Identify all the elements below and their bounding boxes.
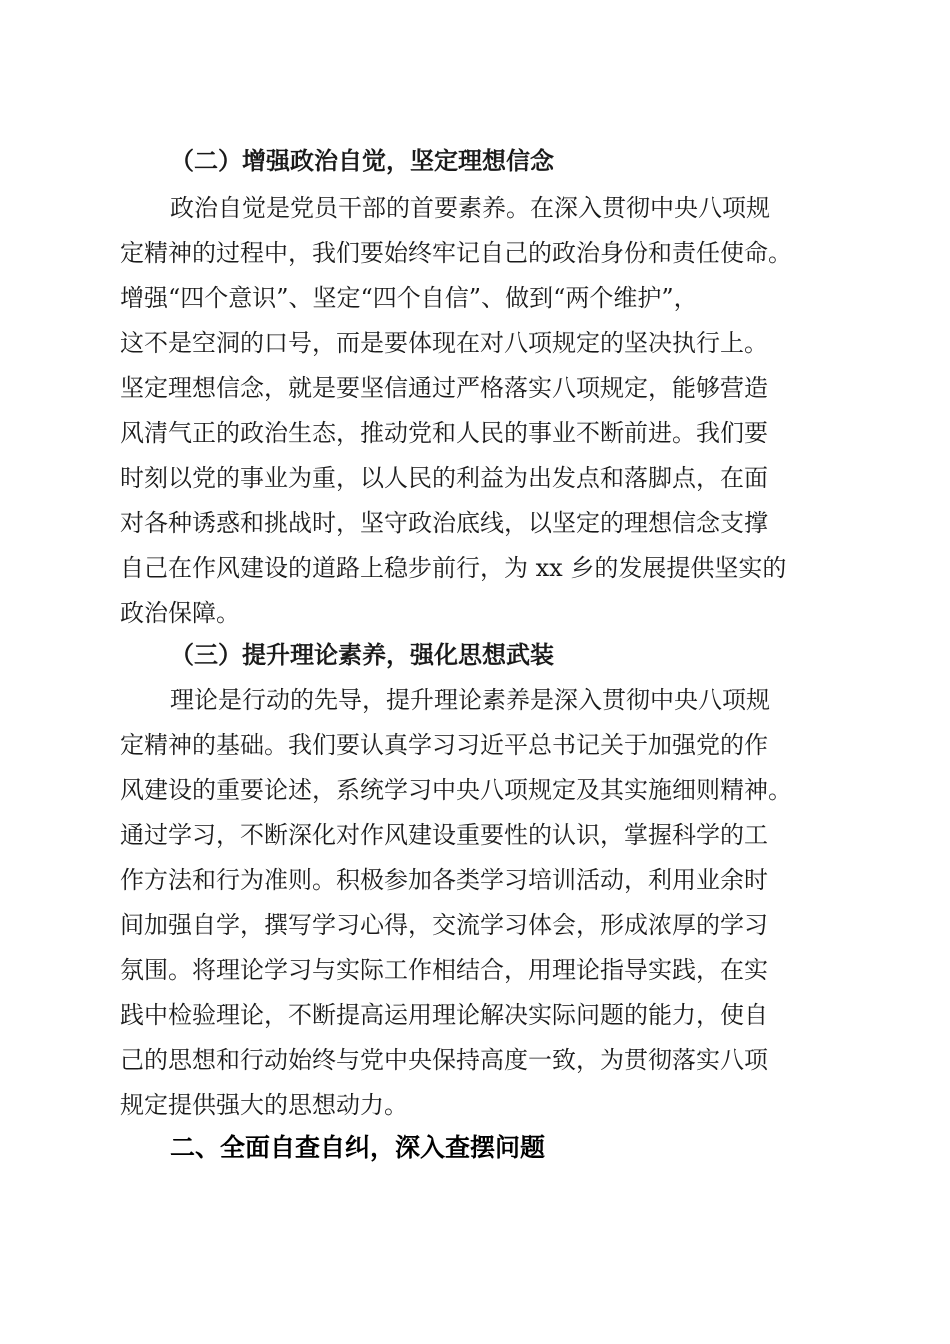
- paragraph-line: 坚定理想信念，就是要坚信通过严格落实八项规定，能够营造: [120, 374, 768, 402]
- paragraph-line: 风清气正的政治生态，推动党和人民的事业不断前进。我们要: [120, 419, 768, 447]
- paragraph-line: 政治自觉是党员干部的首要素养。在深入贯彻中央八项规: [170, 194, 770, 222]
- section-heading-3: （三）提升理论素养，强化思想武装: [170, 640, 554, 669]
- paragraph-line: 自己在作风建设的道路上稳步前行，为 xx 乡的发展提供坚实的: [120, 554, 787, 582]
- paragraph-line: 作方法和行为准则。积极参加各类学习培训活动，利用业余时: [120, 866, 768, 894]
- paragraph-line: 通过学习，不断深化对作风建设重要性的认识，掌握科学的工: [120, 821, 768, 849]
- paragraph-line: 间加强自学，撰写学习心得，交流学习体会，形成浓厚的学习: [120, 911, 768, 939]
- section-heading-2: （二）增强政治自觉，坚定理想信念: [170, 146, 554, 175]
- paragraph-line: 时刻以党的事业为重，以人民的利益为出发点和落脚点，在面: [120, 464, 768, 492]
- part-two-heading: 二、全面自查自纠，深入查摆问题: [170, 1133, 546, 1162]
- paragraph-line: 这不是空洞的口号，而是要体现在对八项规定的坚决执行上。: [120, 329, 768, 357]
- paragraph-line: 对各种诱惑和挑战时，坚守政治底线，以坚定的理想信念支撑: [120, 509, 768, 537]
- paragraph-line: 规定提供强大的思想动力。: [120, 1091, 408, 1119]
- paragraph-line: 氛围。将理论学习与实际工作相结合，用理论指导实践，在实: [120, 956, 768, 984]
- paragraph-line: 己的思想和行动始终与党中央保持高度一致，为贯彻落实八项: [120, 1046, 768, 1074]
- paragraph-line: 风建设的重要论述，系统学习中央八项规定及其实施细则精神。: [120, 776, 792, 804]
- paragraph-line: 定精神的基础。我们要认真学习习近平总书记关于加强党的作: [120, 731, 768, 759]
- paragraph-line: 理论是行动的先导，提升理论素养是深入贯彻中央八项规: [170, 686, 770, 714]
- paragraph-line: 增强“四个意识”、坚定“四个自信”、做到“两个维护”，: [120, 284, 698, 312]
- paragraph-line: 政治保障。: [120, 599, 240, 627]
- paragraph-line: 践中检验理论，不断提高运用理论解决实际问题的能力，使自: [120, 1001, 768, 1029]
- paragraph-line: 定精神的过程中，我们要始终牢记自己的政治身份和责任使命。: [120, 239, 792, 267]
